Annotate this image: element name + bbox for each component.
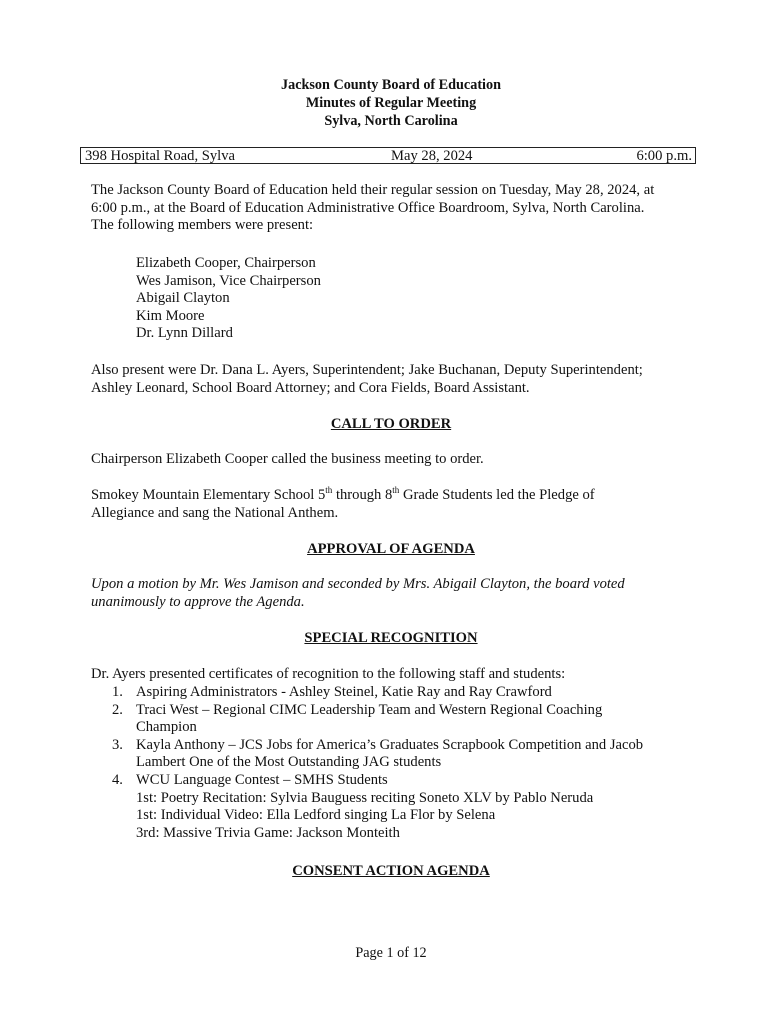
list-item: [91, 702, 691, 737]
member-item: Elizabeth Cooper, Chairperson: [136, 255, 316, 271]
list-number: 3.: [112, 736, 123, 753]
member-item: Wes Jamison, Vice Chairperson: [136, 272, 321, 289]
pledge-sup-a: th: [325, 485, 333, 495]
pledge-sup-b: th: [392, 485, 400, 495]
pledge-text-c: Grade Students led the Pledge of: [399, 487, 595, 503]
recognition-heading: SPECIAL RECOGNITION: [304, 630, 478, 646]
members-list: [136, 255, 736, 343]
member-item: Kim Moore: [136, 307, 205, 324]
member-item: Dr. Lynn Dillard: [136, 325, 233, 342]
page-number: Page 1 of 12: [355, 945, 427, 961]
pledge-paragraph: [91, 487, 691, 522]
approval-line: unanimously to approve the Agenda.: [91, 593, 305, 610]
also-present-line: Ashley Leonard, School Board Attorney; and Cora Fields, Board Assistant.: [91, 379, 530, 396]
list-item-line: WCU Language Contest – SMHS Students: [136, 771, 388, 788]
approval-paragraph: [91, 576, 691, 611]
list-item-line: Champion: [136, 719, 197, 736]
header-location: Sylva, North Carolina: [324, 113, 458, 129]
intro-paragraph: [91, 182, 691, 235]
call-to-order-text: [91, 451, 691, 469]
list-item-line: Aspiring Administrators - Ashley Steinel, Katie Ray and Ray Crawford: [136, 684, 552, 700]
pledge-text-b: through 8: [332, 487, 393, 503]
meeting-info-box: [80, 147, 696, 164]
list-item-line: 1st: Poetry Recitation: Sylvia Bauguess reciting Soneto XLV by Pablo Neruda: [136, 789, 594, 806]
list-item-line: 1st: Individual Video: Ella Ledford singing La Flor by Selena: [136, 807, 496, 824]
intro-line: 6:00 p.m., at the Board of Education Administrative Office Boardroom, Sylva, North Carolina.: [91, 199, 645, 216]
document-header: [0, 76, 770, 130]
header-meeting-type: Minutes of Regular Meeting: [305, 95, 477, 111]
member-item: Abigail Clayton: [136, 290, 230, 307]
intro-line: The Jackson County Board of Education held their regular session on Tuesday, May 28, 2024, at: [91, 182, 655, 198]
list-item-line: Kayla Anthony – JCS Jobs for America’s Graduates Scrapbook Competition and Jacob: [136, 736, 644, 753]
list-item-line: Lambert One of the Most Outstanding JAG students: [136, 754, 442, 771]
list-item: [91, 737, 691, 772]
list-item: [91, 772, 691, 842]
intro-line: The following members were present:: [91, 217, 314, 234]
meeting-address: 398 Hospital Road, Sylva: [85, 148, 235, 164]
list-item-line: 3rd: Massive Trivia Game: Jackson Monteith: [136, 824, 400, 841]
also-present-paragraph: [91, 362, 691, 397]
call-to-order-line: Chairperson Elizabeth Cooper called the business meeting to order.: [91, 451, 484, 467]
approval-line: Upon a motion by Mr. Wes Jamison and seconded by Mrs. Abigail Clayton, the board voted: [91, 576, 625, 592]
approval-heading: APPROVAL OF AGENDA: [307, 541, 475, 557]
list-item: [91, 684, 691, 702]
pledge-line-2: Allegiance and sang the National Anthem.: [91, 504, 339, 521]
also-present-line: Also present were Dr. Dana L. Ayers, Superintendent; Jake Buchanan, Deputy Superintendent;: [91, 362, 643, 378]
list-number: 4.: [112, 771, 123, 788]
meeting-date: May 28, 2024: [391, 148, 473, 164]
header-org-name: Jackson County Board of Education: [281, 77, 501, 93]
meeting-time: 6:00 p.m.: [636, 148, 692, 164]
pledge-text-a: Smokey Mountain Elementary School 5: [91, 487, 326, 503]
recognition-list: [91, 684, 691, 842]
recognition-intro-line: Dr. Ayers presented certificates of recognition to the following staff and students:: [91, 666, 566, 682]
list-number: 2.: [112, 701, 123, 718]
recognition-intro: [91, 666, 691, 684]
pledge-line: [91, 487, 691, 505]
call-to-order-heading: CALL TO ORDER: [330, 416, 452, 432]
list-number: 1.: [112, 684, 123, 700]
list-item-line: Traci West – Regional CIMC Leadership Team and Western Regional Coaching: [136, 701, 603, 718]
consent-agenda-heading: CONSENT ACTION AGENDA: [292, 863, 490, 879]
